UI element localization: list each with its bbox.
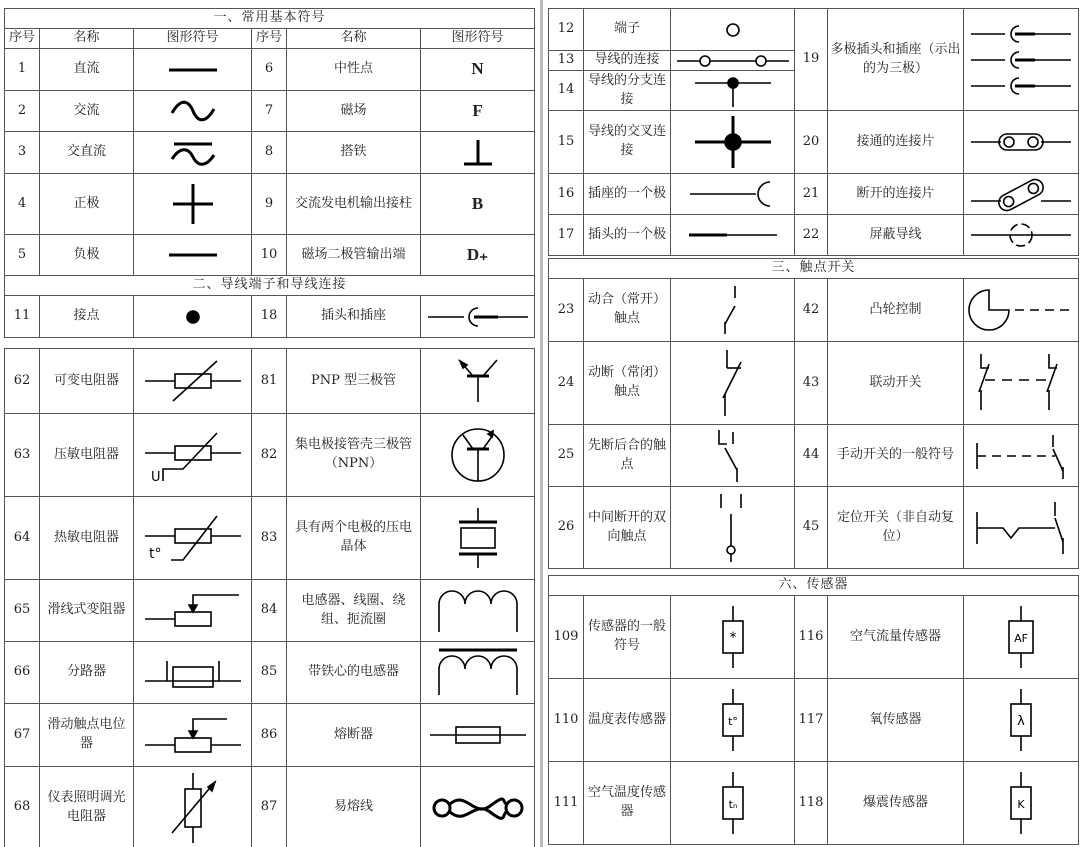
variable-resistor-symbol <box>134 349 252 414</box>
plug-and-socket-symbol <box>421 296 535 338</box>
table-row <box>5 767 535 847</box>
header-name: 名称 <box>40 29 134 49</box>
wire-connection-symbol <box>671 51 795 71</box>
normally-closed-contact-symbol <box>671 342 795 425</box>
header-symbol: 图形符号 <box>421 29 535 49</box>
symbol-name: 交流 <box>40 91 134 132</box>
symbol-name: 插头的一个极 <box>584 215 671 256</box>
normally-open-contact-symbol <box>671 279 795 342</box>
table-row <box>5 704 535 767</box>
symbol-name: 传感器的一般符号 <box>584 596 671 679</box>
section-title-switches: 三、触点开关 <box>549 259 1079 279</box>
varistor-symbol <box>134 414 252 497</box>
table-row <box>5 349 535 414</box>
row-number: 10 <box>252 235 287 276</box>
header-symbol: 图形符号 <box>134 29 252 49</box>
connectors-table <box>548 8 1079 256</box>
piezo-crystal-symbol <box>421 497 535 580</box>
symbol-name: 正极 <box>40 174 134 235</box>
center-off-two-way-contact-symbol <box>671 487 795 569</box>
row-number: 45 <box>795 487 828 569</box>
row-number: 43 <box>795 342 828 425</box>
closed-link-symbol <box>964 111 1079 174</box>
switches-panel <box>548 258 1078 569</box>
temperature-gauge-sensor-symbol <box>671 679 795 762</box>
row-number: 8 <box>252 132 287 174</box>
row-number: 11 <box>5 296 40 338</box>
row-number: 82 <box>252 414 287 497</box>
symbol-name: 搭铁 <box>287 132 421 174</box>
row-number: 14 <box>549 71 584 111</box>
row-number: 118 <box>795 762 828 845</box>
symbol-name: 带铁心的电感器 <box>287 642 421 704</box>
symbol-name: 插头和插座 <box>287 296 421 338</box>
fuse-symbol <box>421 704 535 767</box>
table-row <box>549 111 1079 174</box>
shunt-symbol <box>134 642 252 704</box>
symbol-name: 磁场 <box>287 91 421 132</box>
row-number: 16 <box>549 174 584 215</box>
table-row <box>5 235 535 276</box>
table-row <box>5 132 535 174</box>
table-row <box>549 215 1079 256</box>
symbol-text: * <box>729 630 736 646</box>
row-number: 13 <box>549 51 584 71</box>
symbol-name: 熔断器 <box>287 704 421 767</box>
magnetic-field-symbol <box>421 91 535 132</box>
symbol-name: 热敏电阻器 <box>40 497 134 580</box>
row-number: 42 <box>795 279 828 342</box>
row-number: 44 <box>795 425 828 487</box>
ac-symbol <box>134 91 252 132</box>
table-row <box>5 174 535 235</box>
row-number: 17 <box>549 215 584 256</box>
socket-pole-symbol <box>671 174 795 215</box>
row-number: 23 <box>549 279 584 342</box>
symbol-letter: N <box>471 59 484 79</box>
row-number: 19 <box>795 9 828 111</box>
symbol-name: 交流发电机输出接柱 <box>287 174 421 235</box>
symbol-name: 凸轮控制 <box>828 279 964 342</box>
symbol-name: 接通的连接片 <box>828 111 964 174</box>
row-number: 26 <box>549 487 584 569</box>
symbol-text: U <box>150 470 161 485</box>
symbol-name: 接点 <box>40 296 134 338</box>
table-row <box>549 342 1079 425</box>
sensors-table <box>548 575 1079 845</box>
symbol-text: t° <box>148 546 161 562</box>
row-number: 5 <box>5 235 40 276</box>
symbol-name: 中间断开的双向触点 <box>584 487 671 569</box>
symbol-name: 端子 <box>584 9 671 51</box>
dimmer-resistor-symbol <box>134 767 252 847</box>
row-number: 2 <box>5 91 40 132</box>
inductor-symbol <box>421 580 535 642</box>
basic-symbols-panel <box>4 8 534 338</box>
symbol-name: 滑线式变阻器 <box>40 580 134 642</box>
row-number: 117 <box>795 679 828 762</box>
symbol-text: λ <box>1017 714 1025 729</box>
symbol-letter: D₊ <box>466 244 489 264</box>
air-temperature-sensor-symbol <box>671 762 795 845</box>
table-row <box>5 497 535 580</box>
open-link-symbol <box>964 174 1079 215</box>
symbol-name: 动合（常开）触点 <box>584 279 671 342</box>
symbol-letter: B <box>471 193 484 213</box>
thermistor-symbol <box>134 497 252 580</box>
table-row <box>549 487 1079 569</box>
row-number: 24 <box>549 342 584 425</box>
row-number: 62 <box>5 349 40 414</box>
symbol-name: 屏蔽导线 <box>828 215 964 256</box>
symbol-name: 具有两个电极的压电晶体 <box>287 497 421 580</box>
row-number: 25 <box>549 425 584 487</box>
connectors-panel <box>548 8 1078 256</box>
pnp-transistor-symbol <box>421 349 535 414</box>
neutral-point-symbol <box>421 49 535 91</box>
row-number: 1 <box>5 49 40 91</box>
negative-symbol <box>134 235 252 276</box>
symbol-name: 手动开关的一般符号 <box>828 425 964 487</box>
row-number: 110 <box>549 679 584 762</box>
symbol-name: 定位开关（非自动复位） <box>828 487 964 569</box>
symbol-name: 电感器、线圈、绕组、扼流圈 <box>287 580 421 642</box>
table-row <box>549 9 1079 51</box>
row-number: 63 <box>5 414 40 497</box>
table-row <box>5 580 535 642</box>
row-number: 86 <box>252 704 287 767</box>
cam-control-symbol <box>964 279 1079 342</box>
symbol-name: 导线的交叉连接 <box>584 111 671 174</box>
symbol-text: AF <box>1014 632 1028 645</box>
row-number: 64 <box>5 497 40 580</box>
table-row <box>5 91 535 132</box>
section-title-sensors: 六、传感器 <box>549 576 1079 596</box>
symbol-name: 负极 <box>40 235 134 276</box>
row-number: 84 <box>252 580 287 642</box>
row-number: 68 <box>5 767 40 847</box>
header-row <box>5 29 535 49</box>
table-row <box>5 414 535 497</box>
symbol-name: 导线的分支连接 <box>584 71 671 111</box>
row-number: 6 <box>252 49 287 91</box>
row-number: 15 <box>549 111 584 174</box>
symbol-name: 温度表传感器 <box>584 679 671 762</box>
components-panel <box>4 348 534 847</box>
symbol-name: 空气温度传感器 <box>584 762 671 845</box>
table-row <box>549 596 1079 679</box>
npn-case-collector-transistor-symbol <box>421 414 535 497</box>
table-row <box>549 762 1079 845</box>
row-number: 109 <box>549 596 584 679</box>
generic-sensor-symbol <box>671 596 795 679</box>
symbol-name: 多极插头和插座（示出的为三极） <box>828 9 964 111</box>
row-number: 4 <box>5 174 40 235</box>
symbol-text: tₙ <box>728 798 737 811</box>
terminal-symbol <box>671 9 795 51</box>
row-number: 81 <box>252 349 287 414</box>
symbol-name: 集电极接管壳三极管（NPN） <box>287 414 421 497</box>
wire-cross-connection-symbol <box>671 111 795 174</box>
symbol-name: 分路器 <box>40 642 134 704</box>
symbol-name: 直流 <box>40 49 134 91</box>
row-number: 9 <box>252 174 287 235</box>
symbol-text: t° <box>727 715 738 728</box>
junction-point-symbol <box>134 296 252 338</box>
header-name: 名称 <box>287 29 421 49</box>
linked-switch-symbol <box>964 342 1079 425</box>
table-row <box>549 679 1079 762</box>
row-number: 3 <box>5 132 40 174</box>
table-row <box>549 279 1079 342</box>
symbol-text: K <box>1017 798 1025 811</box>
row-number: 66 <box>5 642 40 704</box>
row-number: 116 <box>795 596 828 679</box>
header-no: 序号 <box>5 29 40 49</box>
oxygen-sensor-symbol <box>964 679 1079 762</box>
air-flow-sensor-symbol <box>964 596 1079 679</box>
row-number: 21 <box>795 174 828 215</box>
row-number: 18 <box>252 296 287 338</box>
basic-symbols-table <box>4 8 535 338</box>
iron-core-inductor-symbol <box>421 642 535 704</box>
row-number: 85 <box>252 642 287 704</box>
symbol-name: 导线的连接 <box>584 51 671 71</box>
symbol-name: 爆震传感器 <box>828 762 964 845</box>
symbol-name: 氧传感器 <box>828 679 964 762</box>
row-number: 22 <box>795 215 828 256</box>
ac-dc-symbol <box>134 132 252 174</box>
symbol-name: 磁场二极管输出端 <box>287 235 421 276</box>
row-number: 67 <box>5 704 40 767</box>
symbol-name: 压敏电阻器 <box>40 414 134 497</box>
positive-symbol <box>134 174 252 235</box>
section-title-basic: 一、常用基本符号 <box>5 9 535 29</box>
symbol-name: 交直流 <box>40 132 134 174</box>
plug-pole-symbol <box>671 215 795 256</box>
row-number: 111 <box>549 762 584 845</box>
row-number: 83 <box>252 497 287 580</box>
switches-table <box>548 258 1079 569</box>
row-number: 20 <box>795 111 828 174</box>
symbol-name: 断开的连接片 <box>828 174 964 215</box>
wire-branch-symbol <box>671 71 795 111</box>
slide-rheostat-symbol <box>134 580 252 642</box>
symbol-name: 动断（常闭）触点 <box>584 342 671 425</box>
sensors-panel <box>548 575 1078 845</box>
shielded-wire-symbol <box>964 215 1079 256</box>
table-row <box>5 296 535 338</box>
symbol-name: 空气流量传感器 <box>828 596 964 679</box>
header-no: 序号 <box>252 29 287 49</box>
table-row <box>549 425 1079 487</box>
components-table <box>4 348 535 847</box>
symbol-name: 先断后合的触点 <box>584 425 671 487</box>
alternator-output-symbol <box>421 174 535 235</box>
break-before-make-contact-symbol <box>671 425 795 487</box>
manual-switch-symbol <box>964 425 1079 487</box>
dc-symbol <box>134 49 252 91</box>
symbol-name: 易熔线 <box>287 767 421 847</box>
potentiometer-symbol <box>134 704 252 767</box>
row-number: 12 <box>549 9 584 51</box>
table-row <box>549 174 1079 215</box>
multipole-plug-socket-symbol <box>964 9 1079 111</box>
symbol-name: 仪表照明调光电阻器 <box>40 767 134 847</box>
column-separator <box>540 0 543 847</box>
row-number: 87 <box>252 767 287 847</box>
table-row <box>5 49 535 91</box>
symbol-name: 中性点 <box>287 49 421 91</box>
symbol-name: PNP 型三极管 <box>287 349 421 414</box>
row-number: 65 <box>5 580 40 642</box>
symbol-letter: F <box>472 100 483 120</box>
symbol-name: 滑动触点电位器 <box>40 704 134 767</box>
section-title-wiring: 二、导线端子和导线连接 <box>5 276 535 296</box>
field-diode-output-symbol <box>421 235 535 276</box>
ground-symbol <box>421 132 535 174</box>
symbol-name: 可变电阻器 <box>40 349 134 414</box>
fusible-link-symbol <box>421 767 535 847</box>
row-number: 7 <box>252 91 287 132</box>
symbol-name: 插座的一个极 <box>584 174 671 215</box>
table-row <box>5 642 535 704</box>
knock-sensor-symbol <box>964 762 1079 845</box>
symbol-name: 联动开关 <box>828 342 964 425</box>
latching-switch-symbol <box>964 487 1079 569</box>
